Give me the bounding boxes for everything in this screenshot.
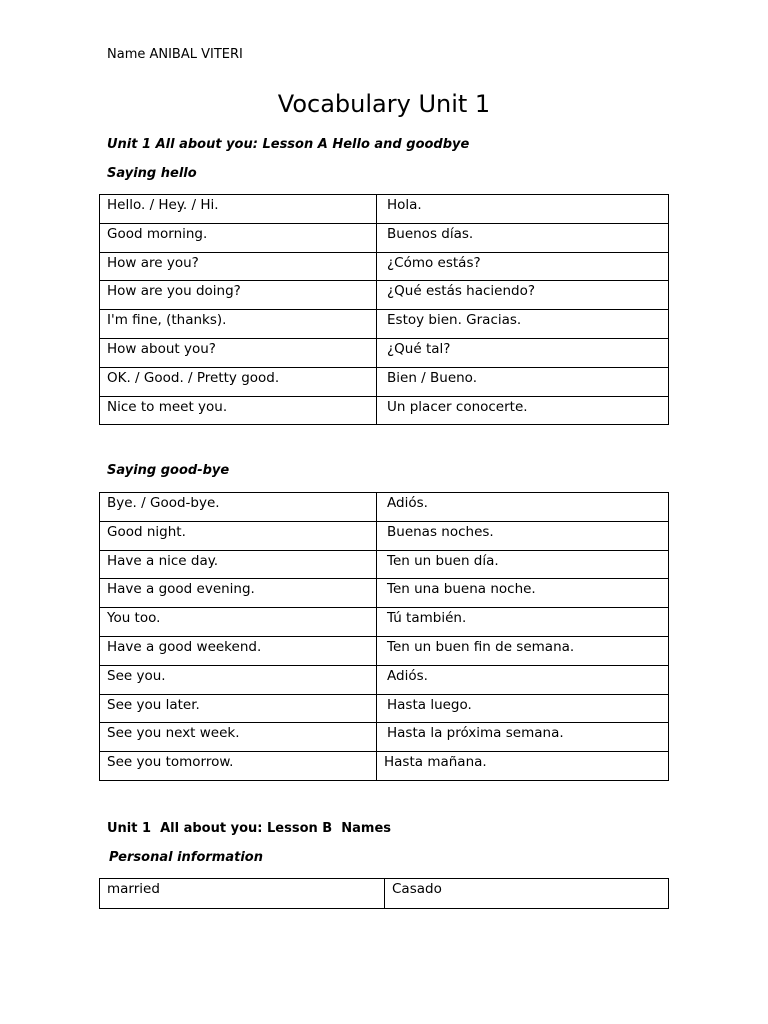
english-cell: See you next week. [100, 723, 377, 752]
table-row [100, 338, 669, 367]
english-cell: I'm fine, (thanks). [100, 310, 377, 339]
english-cell: Good night. [100, 521, 377, 550]
spanish-cell: Tú también. [377, 608, 669, 637]
spanish-cell: Buenos días. [377, 223, 669, 252]
saying-hello-table [99, 194, 669, 425]
english-cell: How are you? [100, 252, 377, 281]
table-row [100, 752, 669, 781]
table-row [100, 396, 669, 425]
english-cell: See you tomorrow. [100, 752, 377, 781]
english-cell: Hello. / Hey. / Hi. [100, 195, 377, 224]
table-row [100, 579, 669, 608]
spanish-cell: Casado [385, 879, 669, 909]
personal-information-table [99, 878, 669, 909]
spanish-cell: Ten una buena noche. [377, 579, 669, 608]
saying-hello-label: Saying hello [107, 166, 197, 181]
english-cell: See you. [100, 665, 377, 694]
english-cell: Bye. / Good-bye. [100, 493, 377, 522]
table-row [100, 636, 669, 665]
english-cell: OK. / Good. / Pretty good. [100, 367, 377, 396]
english-cell: Have a good evening. [100, 579, 377, 608]
spanish-cell: Hasta mañana. [377, 752, 669, 781]
spanish-cell: ¿Qué tal? [377, 338, 669, 367]
spanish-cell: ¿Qué estás haciendo? [377, 281, 669, 310]
english-cell: See you later. [100, 694, 377, 723]
spanish-cell: Buenas noches. [377, 521, 669, 550]
spanish-cell: Hasta la próxima semana. [377, 723, 669, 752]
saying-goodbye-label: Saying good-bye [107, 463, 230, 478]
table-row [100, 310, 669, 339]
spanish-cell: Hola. [377, 195, 669, 224]
spanish-cell: Ten un buen día. [377, 550, 669, 579]
table-row [100, 223, 669, 252]
table-row [100, 694, 669, 723]
table-row [100, 521, 669, 550]
table-row [100, 367, 669, 396]
saying-goodbye-table [99, 492, 669, 781]
student-name: Name ANIBAL VITERI [107, 47, 243, 62]
lesson-b-heading: Unit 1 All about you: Lesson B Names [107, 821, 391, 836]
spanish-cell: ¿Cómo estás? [377, 252, 669, 281]
spanish-cell: Ten un buen fin de semana. [377, 636, 669, 665]
spanish-cell: Bien / Bueno. [377, 367, 669, 396]
english-cell: married [100, 879, 385, 909]
english-cell: How are you doing? [100, 281, 377, 310]
table-row [100, 723, 669, 752]
spanish-cell: Adiós. [377, 665, 669, 694]
spanish-cell: Adiós. [377, 493, 669, 522]
english-cell: How about you? [100, 338, 377, 367]
table-row [100, 879, 669, 909]
table-row [100, 665, 669, 694]
table-row [100, 195, 669, 224]
spanish-cell: Hasta luego. [377, 694, 669, 723]
table-row [100, 608, 669, 637]
personal-information-label: Personal information [109, 850, 263, 865]
english-cell: Good morning. [100, 223, 377, 252]
table-row [100, 550, 669, 579]
spanish-cell: Estoy bien. Gracias. [377, 310, 669, 339]
english-cell: You too. [100, 608, 377, 637]
spanish-cell: Un placer conocerte. [377, 396, 669, 425]
english-cell: Nice to meet you. [100, 396, 377, 425]
table-row [100, 493, 669, 522]
lesson-a-heading: Unit 1 All about you: Lesson A Hello and goodbye [107, 137, 470, 152]
document-title: Vocabulary Unit 1 [277, 90, 491, 118]
table-row [100, 252, 669, 281]
table-row [100, 281, 669, 310]
english-cell: Have a good weekend. [100, 636, 377, 665]
english-cell: Have a nice day. [100, 550, 377, 579]
